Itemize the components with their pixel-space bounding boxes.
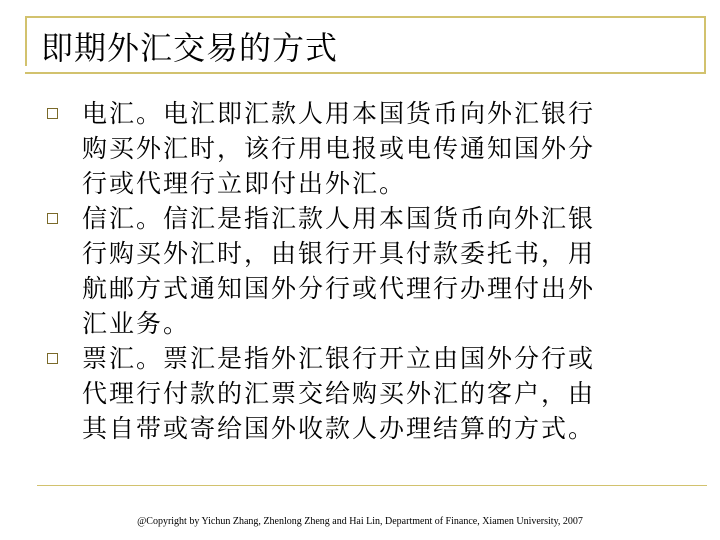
bullet-text-line: 行购买外汇时，由银行开具付款委托书，用: [82, 239, 596, 268]
bullet-text-line: 其自带或寄给国外收款人办理结算的方式。: [82, 414, 596, 443]
bullet-text-line: 电汇。电汇即汇款人用本国货币向外汇银行: [82, 99, 596, 128]
bullet-text-line: 汇业务。: [82, 309, 191, 338]
footer-divider: [37, 485, 707, 486]
slide-title: 即期外汇交易的方式: [41, 29, 339, 67]
title-underline: [25, 72, 706, 74]
bullet-text-line: 购买外汇时，该行用电报或电传通知国外分: [82, 134, 596, 163]
frame-line-top: [25, 16, 706, 18]
hollow-square-bullet-icon: [47, 213, 58, 224]
hollow-square-bullet-icon: [47, 108, 58, 119]
copyright-footer: @Copyright by Yichun Zhang, Zhenlong Zheng and Hai Lin, Department of Finance, Xiamen University, 2007: [137, 516, 583, 527]
bullet-text-line: 代理行付款的汇票交给购买外汇的客户，由: [82, 379, 596, 408]
bullet-text-line: 信汇。信汇是指汇款人用本国货币向外汇银: [82, 204, 596, 233]
bullet-item-wire-transfer: [82, 96, 662, 201]
hollow-square-bullet-icon: [47, 353, 58, 364]
bullet-text-line: 行或代理行立即付出外汇。: [82, 169, 407, 198]
bullet-text-line: 航邮方式通知国外分行或代理行办理付出外: [82, 274, 596, 303]
bullet-list: [82, 96, 662, 446]
frame-line-right: [704, 16, 706, 74]
bullet-text-line: 票汇。票汇是指外汇银行开立由国外分行或: [82, 344, 596, 373]
bullet-item-mail-transfer: [82, 201, 662, 341]
frame-line-left: [25, 16, 27, 66]
bullet-item-demand-draft: [82, 341, 662, 446]
